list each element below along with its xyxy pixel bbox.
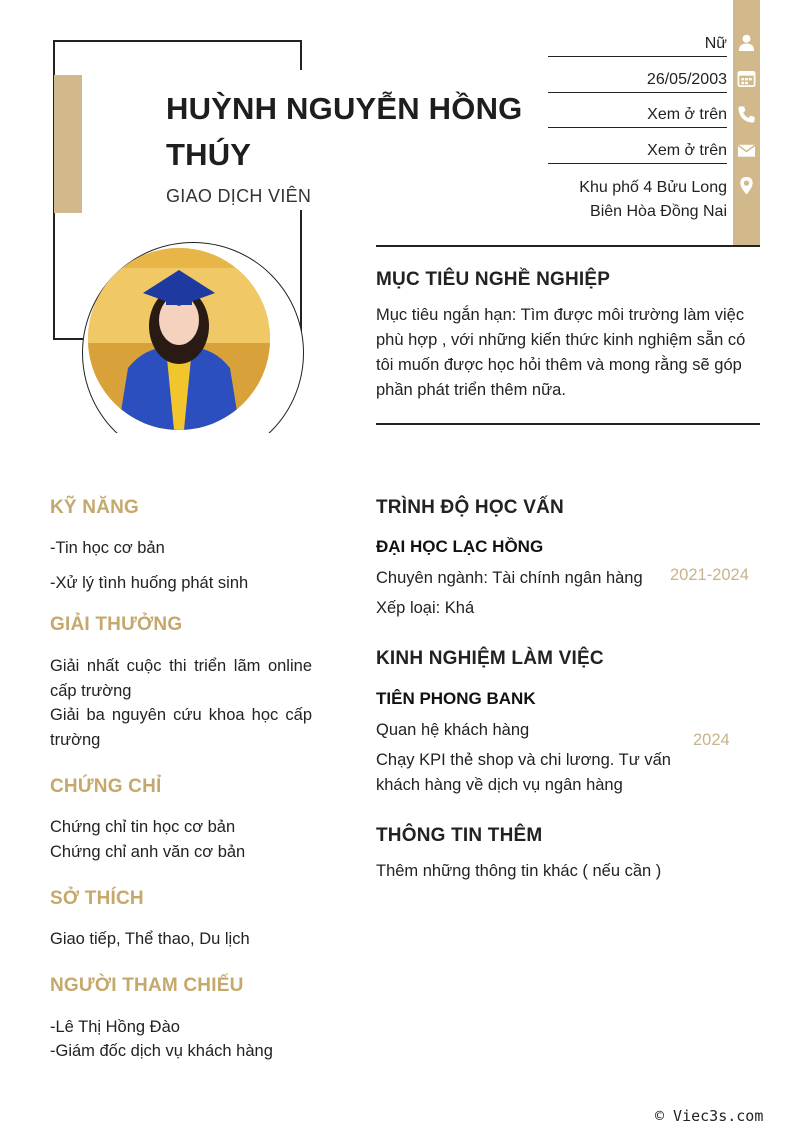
extra-info-text: Thêm những thông tin khác ( nếu cần ) [376, 862, 662, 880]
skill-item: -Tin học cơ bản [50, 539, 165, 557]
certificates-heading: CHỨNG CHỈ [50, 776, 162, 797]
experience-year: 2024 [693, 731, 730, 749]
objective-heading: MỤC TIÊU NGHỀ NGHIỆP [376, 269, 611, 290]
candidate-name: HUỲNH NGUYỄN HỒNG THÚY [166, 91, 523, 172]
skills-heading: KỸ NĂNG [50, 497, 140, 518]
email-icon [737, 141, 756, 160]
calendar-icon [737, 69, 756, 88]
hobbies-heading: SỞ THÍCH [50, 888, 144, 909]
reference-item: -Lê Thị Hồng Đào [50, 1018, 180, 1036]
copyright-footer: © Viec3s.com [655, 1107, 764, 1125]
award-item: Giải nhất cuộc thi triển lãm online cấp trường [50, 657, 312, 700]
references-heading: NGƯỜI THAM CHIẾU [50, 975, 244, 996]
experience-role: Quan hệ khách hàng [376, 721, 530, 739]
avatar [88, 248, 270, 430]
address-line2: Biên Hòa Đồng Nai [590, 203, 727, 220]
awards-heading: GIẢI THƯỞNG [50, 614, 183, 635]
education-heading: TRÌNH ĐỘ HỌC VẤN [376, 497, 564, 518]
candidate-position: GIAO DỊCH VIÊN [166, 186, 312, 206]
award-item: Giải ba nguyên cứu khoa học cấp trường [50, 706, 312, 749]
certificate-item: Chứng chỉ anh văn cơ bản [50, 843, 246, 861]
dob-value: 26/05/2003 [548, 71, 727, 93]
location-pin-icon [737, 176, 756, 195]
experience-description: Chạy KPI thẻ shop và chi lương. Tư vấn khách hàng về dịch vụ ngân hàng [376, 751, 671, 794]
contact-icon-strip [733, 0, 760, 245]
objective-bottom-divider [376, 423, 760, 425]
experience-heading: KINH NGHIỆM LÀM VIỆC [376, 648, 604, 669]
objective-top-divider [376, 245, 760, 247]
education-major: Chuyên ngành: Tài chính ngân hàng [376, 569, 643, 587]
certificate-item: Chứng chỉ tin học cơ bản [50, 818, 236, 836]
education-years: 2021-2024 [670, 566, 749, 584]
extra-info-heading: THÔNG TIN THÊM [376, 825, 543, 846]
school-name: ĐẠI HỌC LẠC HỒNG [376, 537, 544, 556]
accent-bar [54, 75, 82, 213]
photo-ring-cover [82, 433, 304, 473]
skill-item: -Xử lý tình huống phát sinh [50, 574, 249, 592]
reference-item: -Giám đốc dịch vụ khách hàng [50, 1042, 273, 1060]
company-name: TIÊN PHONG BANK [376, 689, 536, 708]
user-icon [737, 33, 756, 52]
email-value: Xem ở trên [548, 142, 727, 164]
address-line1: Khu phố 4 Bửu Long [579, 179, 727, 196]
objective-text: Mục tiêu ngắn hạn: Tìm được môi trường làm việc phù hợp , với những kiến thức kinh nghiệm sẵn có tôi muốn được học hỏi thêm và mong rằng sẽ góp phần phát triển thêm nữa. [376, 306, 746, 399]
education-rank: Xếp loại: Khá [376, 599, 475, 617]
gender-value: Nữ [548, 35, 727, 57]
phone-icon [737, 105, 756, 124]
phone-value: Xem ở trên [548, 106, 727, 128]
hobbies-text: Giao tiếp, Thể thao, Du lịch [50, 930, 250, 948]
